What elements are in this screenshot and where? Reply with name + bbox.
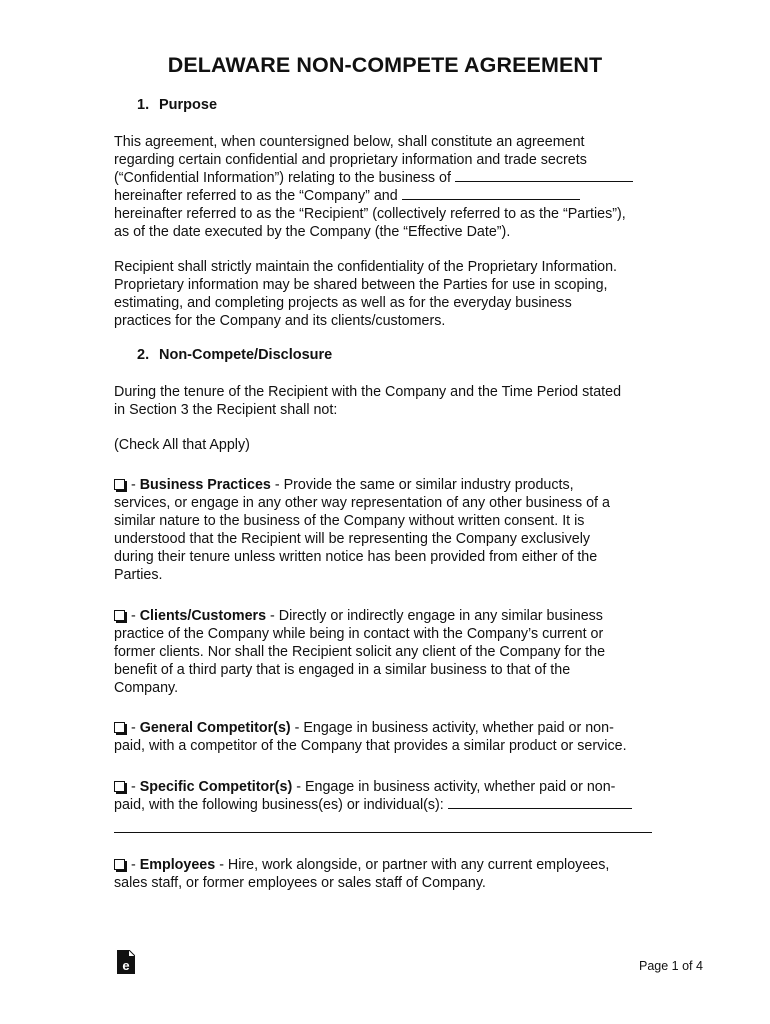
text-line: paid, with a competitor of the Company that provides a similar product or service. [114,738,627,754]
text-line: practices for the Company and its clients/customers. [114,313,446,329]
clients-customers-checkbox[interactable] [114,610,125,621]
section-2-number: 2. [137,347,150,363]
option-first-line: - Employees - Hire, work alongside, or partner with any current employees, [114,856,674,874]
option-employees [114,856,674,892]
text-line: Proprietary information may be shared between the Parties for use in scoping, [114,277,608,293]
text-segment: hereinafter referred to as the “Company” and [114,188,398,204]
text-line: benefit of a third party that is engaged in a similar business to that of the [114,662,571,678]
option-text: - Engage in business activity, whether paid or non- [292,779,616,795]
option-general-competitors [114,719,674,755]
text-line: Recipient shall strictly maintain the confidentiality of the Proprietary Information. [114,259,618,275]
specific-competitors-checkbox[interactable] [114,781,125,792]
text-line-competitor-field [114,796,674,814]
text-segment: (“Confidential Information”) relating to the business of [114,170,451,186]
option-label: Specific Competitor(s) [139,779,293,795]
option-first-line: - Clients/Customers - Directly or indirectly engage in any similar business [114,607,674,625]
text-line: During the tenure of the Recipient with the Company and the Time Period stated [114,384,622,400]
text-line: former clients. Nor shall the Recipient solicit any client of the Company for the [114,644,606,660]
option-first-line: - Specific Competitor(s) - Engage in business activity, whether paid or non- [114,778,674,796]
text-line: similar nature to the business of the Company without written consent. It is [114,513,585,529]
option-label: General Competitor(s) [139,720,291,736]
eforms-logo-icon [117,950,135,974]
option-first-line: - General Competitor(s) - Engage in business activity, whether paid or non- [114,719,674,737]
option-text: - Provide the same or similar industry products, [270,477,574,493]
text-line: Company. [114,680,179,696]
text-line-company-field [114,169,674,187]
option-business-practices [114,476,674,584]
text-line: services, or engage in any other way representation of any other business of a [114,495,610,511]
option-clients-customers [114,607,674,697]
text-line: regarding certain confidential and proprietary information and trade secrets [114,152,587,168]
check-all-note: (Check All that Apply) [114,437,250,453]
option-text: - Hire, work alongside, or partner with any current employees, [215,857,610,873]
specific-competitors-blank-line-2[interactable] [114,832,652,833]
text-line: as of the date executed by the Company (the “Effective Date”). [114,224,511,240]
option-text: - Directly or indirectly engage in any similar business [266,608,603,624]
text-line: in Section 3 the Recipient shall not: [114,402,338,418]
section-1-title: Purpose [159,97,218,113]
section-1-number: 1. [137,97,150,113]
option-specific-competitors [114,778,674,814]
non-compete-intro [114,383,674,419]
business-practices-checkbox[interactable] [114,479,125,490]
text-line: during their tenure unless written notice has been provided from either of the [114,549,598,565]
svg-text:e: e [122,958,130,973]
document-title: DELAWARE NON-COMPETE AGREEMENT [167,53,603,77]
text-line: practice of the Company while being in contact with the Company’s current or [114,626,604,642]
text-line: understood that the Recipient will be representing the Company exclusively [114,531,591,547]
company-name-blank[interactable] [455,169,633,182]
option-text: - Engage in business activity, whether paid or non- [290,720,614,736]
text-line: hereinafter referred to as the “Recipient” (collectively referred to as the “Parties”), [114,206,626,222]
option-label: Employees [139,857,216,873]
section-1-heading [137,97,217,113]
recipient-name-blank[interactable] [402,187,580,200]
text-line: estimating, and completing projects as well as for the everyday business [114,295,572,311]
purpose-paragraph-2 [114,258,674,330]
purpose-paragraph-1 [114,133,674,241]
text-segment: paid, with the following business(es) or individual(s): [114,797,444,813]
text-line: Parties. [114,567,163,583]
option-label: Clients/Customers [139,608,267,624]
specific-competitors-blank[interactable] [448,796,632,809]
page-number: Page 1 of 4 [639,959,703,973]
option-first-line: - Business Practices - Provide the same or similar industry products, [114,476,674,494]
employees-checkbox[interactable] [114,859,125,870]
section-2-title: Non-Compete/Disclosure [159,347,333,363]
general-competitors-checkbox[interactable] [114,722,125,733]
option-label: Business Practices [139,477,271,493]
text-line-recipient-field [114,187,674,205]
text-line: sales staff, or former employees or sales staff of Company. [114,875,486,891]
text-line: This agreement, when countersigned below, shall constitute an agreement [114,134,585,150]
section-2-heading [137,347,332,363]
